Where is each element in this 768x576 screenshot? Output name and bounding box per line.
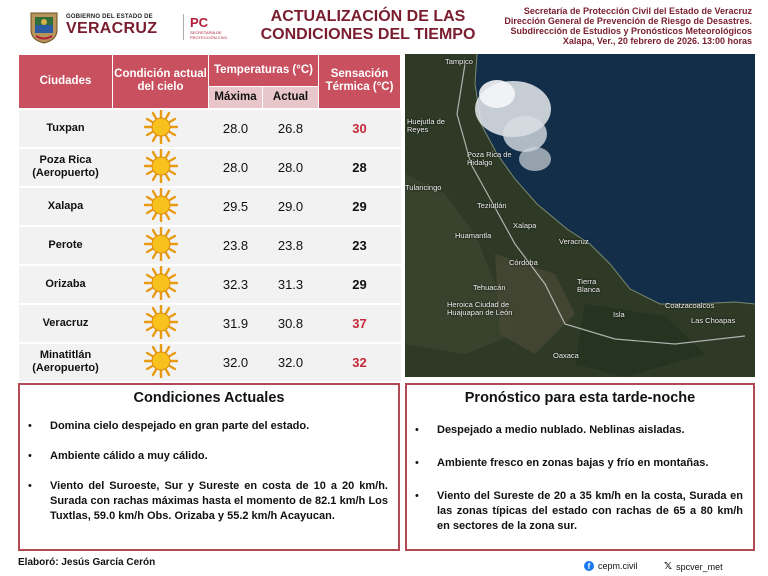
map-label-coatzacoalcos: Coatzacoalcos — [665, 301, 715, 310]
sun-icon — [113, 226, 209, 265]
table-row — [19, 304, 401, 343]
author-credit: Elaboró: Jesús García Cerón — [18, 557, 156, 568]
table-row — [19, 187, 401, 226]
sun-icon — [113, 304, 209, 343]
city-cell: Orizaba — [19, 265, 113, 304]
map-label-huamantla: Huamantla — [455, 231, 492, 240]
actual-temp-cell: 26.8 — [263, 109, 319, 148]
forecast-box — [405, 383, 755, 551]
header-max: Máxima — [209, 87, 263, 109]
sensation-cell: 37 — [319, 304, 401, 343]
map-label-oaxaca: Oaxaca — [553, 351, 579, 360]
max-temp-cell: 32.3 — [209, 265, 263, 304]
max-temp-cell: 28.0 — [209, 109, 263, 148]
sun-icon — [113, 343, 209, 382]
state-logo — [28, 8, 238, 46]
title-line-1: ACTUALIZACIÓN DE LAS — [270, 8, 466, 25]
sun-icon — [113, 265, 209, 304]
map-label-huajuapan: Heroica Ciudad de Huajuapan de León — [447, 300, 513, 317]
city-cell: Veracruz — [19, 304, 113, 343]
actual-temp-cell: 23.8 — [263, 226, 319, 265]
current-conditions-title: Condiciones Actuales — [133, 390, 285, 406]
map-label-isla: Isla — [613, 310, 625, 319]
max-temp-cell: 29.5 — [209, 187, 263, 226]
logo-divider — [183, 14, 184, 40]
agency-line-2: Dirección General de Prevención de Riesgo de Desastres. — [504, 16, 752, 26]
map-label-cordoba: Córdoba — [509, 258, 538, 267]
actual-temp-cell: 28.0 — [263, 148, 319, 187]
page-title — [240, 8, 496, 44]
agency-line-1: Secretaría de Protección Civil del Estado de Veracruz — [523, 6, 752, 16]
max-temp-cell: 28.0 — [209, 148, 263, 187]
x-handle: spcver_met — [676, 561, 723, 572]
facebook-link[interactable] — [584, 561, 638, 571]
actual-temp-cell: 32.0 — [263, 343, 319, 382]
map-label-xalapa: Xalapa — [513, 221, 537, 230]
agency-line-4: Xalapa, Ver., 20 febrero de 2026. 13:00 horas — [562, 36, 752, 46]
title-line-2: CONDICIONES DEL TIEMPO — [260, 26, 476, 43]
max-temp-cell: 32.0 — [209, 343, 263, 382]
actual-temp-cell: 30.8 — [263, 304, 319, 343]
header-cities: Ciudades — [19, 55, 113, 109]
list-item: • Domina cielo despejado en gran parte del estado. — [28, 419, 388, 434]
list-item: • Ambiente cálido a muy cálido. — [28, 449, 388, 464]
weather-table — [18, 54, 401, 383]
map-label-tampico: Tampico — [445, 57, 473, 66]
list-item: • Viento del Suroeste, Sur y Sureste en costa de 10 a 20 km/h. Surada con rachas máximas hasta el momento de 82.1 km/h Los Tuxtlas, 59.0 km/h Obs. Orizaba y 55.2 km/h Acayucan. — [28, 479, 388, 524]
city-cell: Xalapa — [19, 187, 113, 226]
actual-temp-cell: 31.3 — [263, 265, 319, 304]
pc-subtitle: SECRETARÍA DE PROTECCIÓN CIVIL — [190, 30, 228, 40]
header-condition: Condición actual del cielo — [113, 55, 209, 109]
map-label-veracruz: Veracruz — [559, 237, 589, 246]
sensation-cell: 29 — [319, 187, 401, 226]
city-cell: Perote — [19, 226, 113, 265]
table-row — [19, 265, 401, 304]
x-icon: 𝕏 — [664, 561, 673, 572]
sensation-cell: 29 — [319, 265, 401, 304]
map-label-tierra-blanca: Tierra Blanca — [577, 277, 600, 294]
sensation-cell: 32 — [319, 343, 401, 382]
forecast-title: Pronóstico para esta tarde-noche — [464, 390, 696, 406]
map-label-teziutlan: Teziutlán — [477, 201, 507, 210]
header-actual: Actual — [263, 87, 319, 109]
list-item: • Ambiente fresco en zonas bajas y frío en montañas. — [415, 456, 743, 471]
max-temp-cell: 31.9 — [209, 304, 263, 343]
table-body — [19, 109, 401, 382]
facebook-icon: f — [584, 561, 594, 571]
map-label-tehuacan: Tehuacán — [473, 283, 506, 292]
sensation-cell: 30 — [319, 109, 401, 148]
header-sensation: Sensación Térmica (°C) — [319, 55, 401, 109]
agency-line-3: Subdirección de Estudios y Pronósticos Meteorológicos — [510, 26, 752, 36]
map-label-tulancingo: Tulancingo — [405, 183, 442, 192]
map-label-poza-rica: Poza Rica de Hidalgo — [467, 150, 512, 167]
facebook-handle: cepm.civil — [598, 561, 638, 571]
map-label-las-choapas: Las Choapas — [691, 316, 736, 325]
city-cell: Poza Rica (Aeropuerto) — [19, 148, 113, 187]
forecast-list — [407, 423, 753, 534]
gov-name: VERACRUZ — [66, 20, 158, 37]
actual-temp-cell: 29.0 — [263, 187, 319, 226]
table-row — [19, 148, 401, 187]
current-conditions-box — [18, 383, 400, 551]
max-temp-cell: 23.8 — [209, 226, 263, 265]
map-terrain — [405, 54, 755, 377]
map-label-huejutla: Huejutla de Reyes — [407, 117, 445, 134]
state-seal-icon — [28, 10, 60, 44]
table-row — [19, 109, 401, 148]
gov-small-label: GOBIERNO DEL ESTADO DE — [66, 14, 153, 20]
sun-icon — [113, 187, 209, 226]
city-cell: Minatitlán (Aeropuerto) — [19, 343, 113, 382]
table-row — [19, 226, 401, 265]
satellite-map — [405, 54, 755, 377]
pc-badge: PC — [190, 15, 209, 30]
table-row — [19, 343, 401, 382]
city-cell: Tuxpan — [19, 109, 113, 148]
sun-icon — [113, 148, 209, 187]
header-temperatures: Temperaturas (°C) — [209, 55, 319, 87]
list-item: • Despejado a medio nublado. Neblinas aisladas. — [415, 423, 743, 438]
sensation-cell: 28 — [319, 148, 401, 187]
sun-icon — [113, 109, 209, 148]
current-conditions-list — [20, 419, 398, 524]
sensation-cell: 23 — [319, 226, 401, 265]
x-link[interactable] — [664, 561, 723, 572]
agency-block — [482, 6, 752, 46]
list-item: • Viento del Sureste de 20 a 35 km/h en la costa, Surada en las zonas típicas del estado con rachas de 65 a 80 km/h en sectores de la zona sur. — [415, 489, 743, 534]
